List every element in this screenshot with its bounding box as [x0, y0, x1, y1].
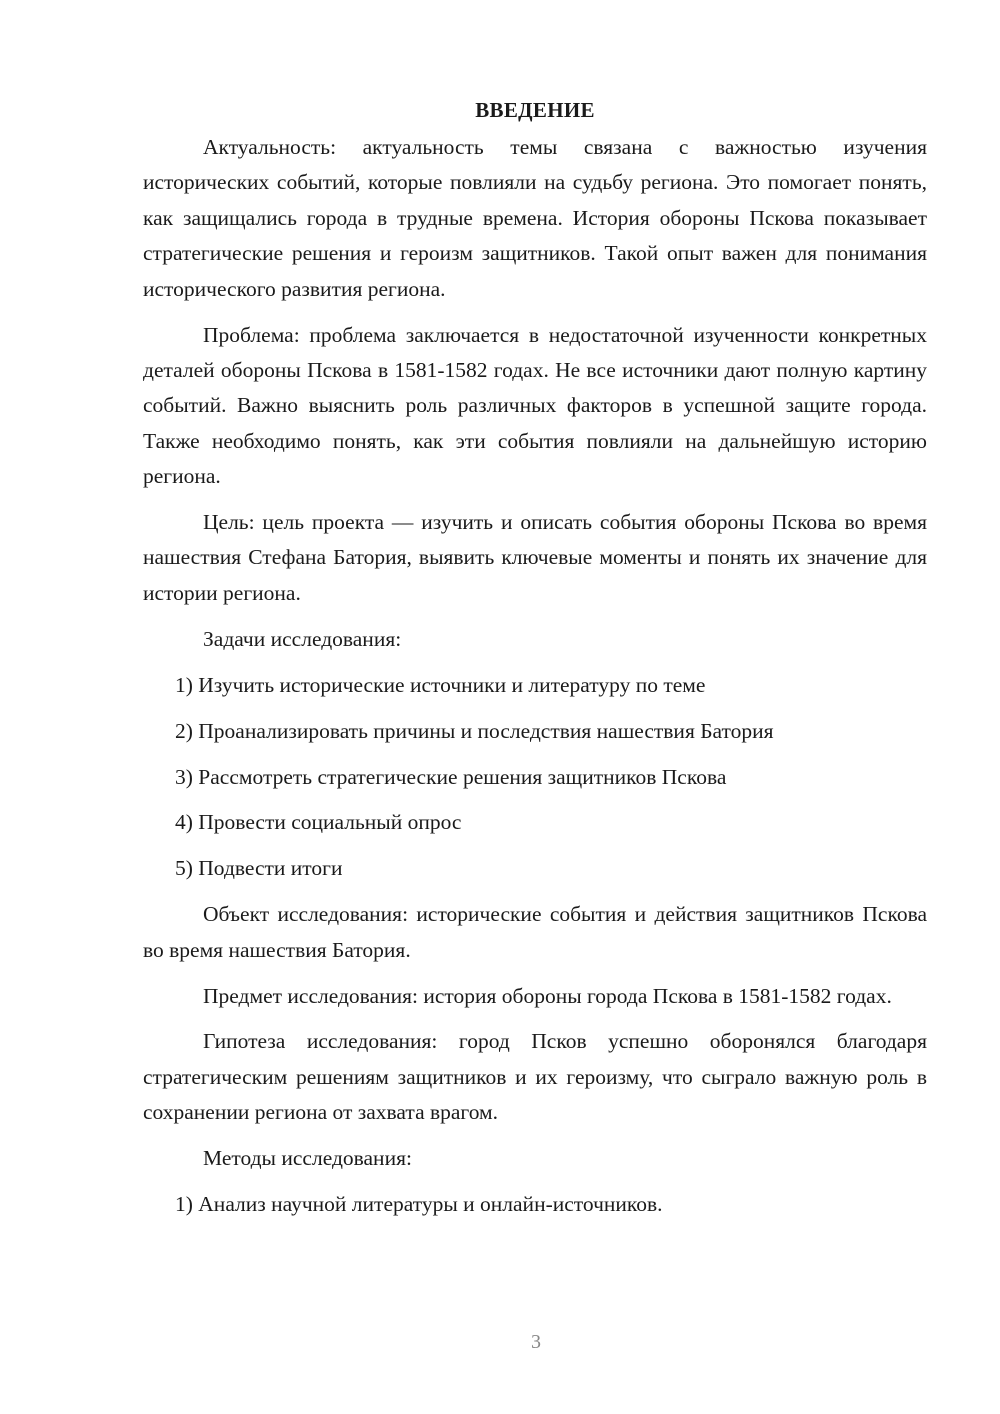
task-item-1: 1) Изучить исторические источники и литературу по теме: [175, 672, 706, 697]
task-item-2: 2) Проанализировать причины и последствия нашествия Батория: [175, 718, 774, 743]
paragraph-object: Объект исследования: исторические события и действия защитников Пскова во время нашествия Батория.: [143, 902, 927, 962]
tasks-heading: Задачи исследования:: [203, 626, 402, 651]
task-item-4: 4) Провести социальный опрос: [175, 810, 462, 835]
paragraph-relevance: Актуальность: актуальность темы связана с важностью изучения исторических событий, которые повлияли на судьбу региона. Это помогает понять, как защищались города в трудные времена. История обороны Пскова показывает стратегические решения и героизм защитников. Такой опыт важен для понимания исторического развития региона.: [143, 135, 927, 301]
paragraph-goal: Цель: цель проекта — изучить и описать события обороны Пскова во время нашествия Стефана Батория, выявить ключевые моменты и понять их значение для истории региона.: [143, 510, 927, 605]
methods-heading: Методы исследования:: [203, 1146, 412, 1171]
page-number: 3: [531, 1331, 541, 1353]
page-content: [143, 93, 927, 1233]
task-item-5: 5) Подвести итоги: [175, 856, 343, 881]
task-item-3: 3) Рассмотреть стратегические решения защитников Пскова: [175, 764, 727, 789]
paragraph-problem: Проблема: проблема заключается в недостаточной изученности конкретных деталей обороны Пскова в 1581-1582 годах. Не все источники дают полную картину событий. Важно выяснить роль различных факторов в успешной защите города. Также необходимо понять, как эти события повлияли на дальнейшую историю региона.: [143, 322, 927, 489]
section-title: ВВЕДЕНИЕ: [475, 98, 595, 122]
method-item-1: 1) Анализ научной литературы и онлайн-источников.: [175, 1192, 663, 1217]
paragraph-hypothesis: Гипотеза исследования: город Псков успешно оборонялся благодаря стратегическим решениям защитников и их героизму, что сыграло важную роль в сохранении региона от захвата врагом.: [143, 1029, 927, 1125]
paragraph-subject: Предмет исследования: история обороны города Пскова в 1581-1582 годах.: [203, 983, 892, 1008]
